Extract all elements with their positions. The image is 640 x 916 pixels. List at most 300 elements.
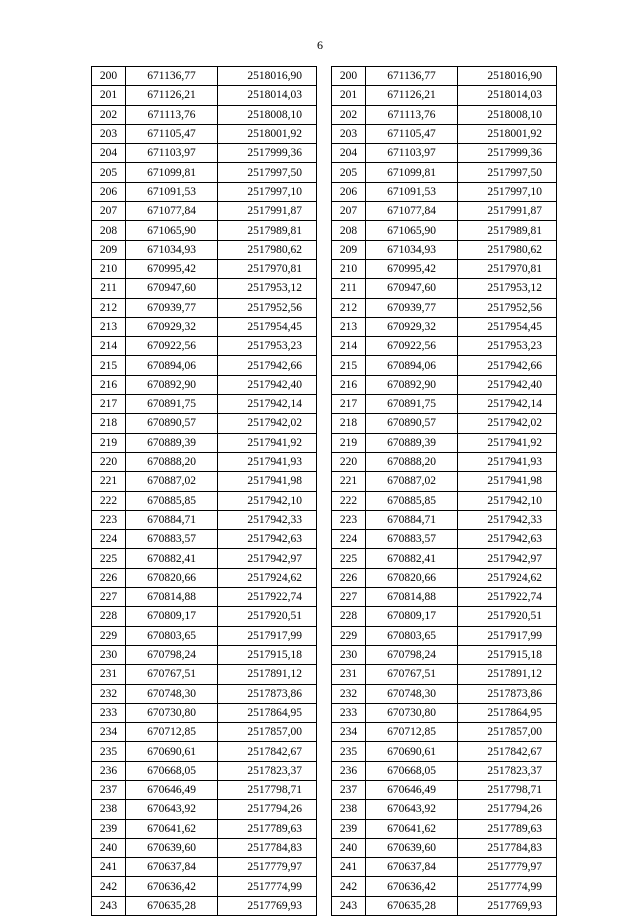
point-number-cell: 217 — [92, 395, 126, 414]
point-number-cell: 242 — [332, 877, 366, 896]
point-number-cell: 218 — [332, 414, 366, 433]
point-number-cell: 231 — [332, 665, 366, 684]
x-coordinate-cell: 671099,81 — [366, 163, 458, 182]
point-number-cell: 200 — [332, 67, 366, 86]
table-row — [92, 510, 317, 529]
table-row — [332, 703, 557, 722]
point-number-cell: 239 — [92, 819, 126, 838]
y-coordinate-cell: 2517794,26 — [458, 800, 557, 819]
table-row — [332, 337, 557, 356]
y-coordinate-cell: 2517941,92 — [458, 433, 557, 452]
point-number-cell: 232 — [92, 684, 126, 703]
x-coordinate-cell: 671077,84 — [126, 202, 218, 221]
table-row — [92, 607, 317, 626]
table-row — [332, 86, 557, 105]
table-row — [332, 182, 557, 201]
y-coordinate-cell: 2517942,02 — [218, 414, 317, 433]
x-coordinate-cell: 671105,47 — [126, 124, 218, 143]
table-row — [92, 665, 317, 684]
point-number-cell: 211 — [332, 279, 366, 298]
y-coordinate-cell: 2517942,97 — [218, 549, 317, 568]
y-coordinate-cell: 2517970,81 — [458, 259, 557, 278]
y-coordinate-cell: 2517941,93 — [458, 452, 557, 471]
x-coordinate-cell: 670668,05 — [366, 761, 458, 780]
y-coordinate-cell: 2517920,51 — [218, 607, 317, 626]
point-number-cell: 240 — [332, 838, 366, 857]
y-coordinate-cell: 2518016,90 — [458, 67, 557, 86]
point-number-cell: 238 — [92, 800, 126, 819]
point-number-cell: 231 — [92, 665, 126, 684]
point-number-cell: 226 — [332, 568, 366, 587]
x-coordinate-cell: 670995,42 — [126, 259, 218, 278]
x-coordinate-cell: 670641,62 — [366, 819, 458, 838]
point-number-cell: 222 — [92, 491, 126, 510]
y-coordinate-cell: 2517922,74 — [218, 588, 317, 607]
y-coordinate-cell: 2517941,98 — [218, 472, 317, 491]
x-coordinate-cell: 671065,90 — [126, 221, 218, 240]
x-coordinate-cell: 671091,53 — [366, 182, 458, 201]
y-coordinate-cell: 2517794,26 — [218, 800, 317, 819]
table-row — [92, 452, 317, 471]
table-row — [92, 877, 317, 896]
point-number-cell: 215 — [332, 356, 366, 375]
table-row — [332, 105, 557, 124]
table-row — [92, 105, 317, 124]
table-row — [332, 568, 557, 587]
point-number-cell: 213 — [332, 317, 366, 336]
y-coordinate-cell: 2517941,98 — [458, 472, 557, 491]
point-number-cell: 209 — [92, 240, 126, 259]
table-row — [332, 607, 557, 626]
point-number-cell: 203 — [332, 124, 366, 143]
table-row — [92, 86, 317, 105]
y-coordinate-cell: 2517942,63 — [458, 530, 557, 549]
y-coordinate-cell: 2518001,92 — [458, 124, 557, 143]
x-coordinate-cell: 670637,84 — [126, 858, 218, 877]
table-row — [332, 279, 557, 298]
x-coordinate-cell: 670894,06 — [366, 356, 458, 375]
table-row — [332, 665, 557, 684]
y-coordinate-cell: 2517873,86 — [458, 684, 557, 703]
table-row — [92, 800, 317, 819]
point-number-cell: 235 — [332, 742, 366, 761]
table-row — [332, 819, 557, 838]
point-number-cell: 221 — [332, 472, 366, 491]
x-coordinate-cell: 670939,77 — [366, 298, 458, 317]
x-coordinate-cell: 670995,42 — [366, 259, 458, 278]
y-coordinate-cell: 2517920,51 — [458, 607, 557, 626]
x-coordinate-cell: 671126,21 — [126, 86, 218, 105]
x-coordinate-cell: 670641,62 — [126, 819, 218, 838]
table-row — [92, 780, 317, 799]
x-coordinate-cell: 670636,42 — [126, 877, 218, 896]
x-coordinate-cell: 670885,85 — [366, 491, 458, 510]
x-coordinate-cell: 670889,39 — [126, 433, 218, 452]
table-row — [92, 298, 317, 317]
table-row — [332, 259, 557, 278]
y-coordinate-cell: 2517954,45 — [458, 317, 557, 336]
coordinates-table-left — [91, 66, 317, 916]
x-coordinate-cell: 670929,32 — [366, 317, 458, 336]
x-coordinate-cell: 670646,49 — [366, 780, 458, 799]
y-coordinate-cell: 2517842,67 — [458, 742, 557, 761]
table-row — [332, 452, 557, 471]
y-coordinate-cell: 2517942,66 — [458, 356, 557, 375]
point-number-cell: 233 — [332, 703, 366, 722]
y-coordinate-cell: 2517864,95 — [218, 703, 317, 722]
y-coordinate-cell: 2517769,93 — [218, 896, 317, 915]
table-row — [92, 588, 317, 607]
y-coordinate-cell: 2517789,63 — [458, 819, 557, 838]
x-coordinate-cell: 671103,97 — [366, 144, 458, 163]
x-coordinate-cell: 671103,97 — [126, 144, 218, 163]
point-number-cell: 238 — [332, 800, 366, 819]
table-row — [92, 182, 317, 201]
y-coordinate-cell: 2517864,95 — [458, 703, 557, 722]
y-coordinate-cell: 2517954,45 — [218, 317, 317, 336]
table-row — [92, 703, 317, 722]
table-row — [92, 723, 317, 742]
x-coordinate-cell: 671065,90 — [366, 221, 458, 240]
table-row — [92, 202, 317, 221]
point-number-cell: 210 — [92, 259, 126, 278]
table-row — [92, 356, 317, 375]
x-coordinate-cell: 670690,61 — [366, 742, 458, 761]
y-coordinate-cell: 2517917,99 — [218, 626, 317, 645]
point-number-cell: 225 — [332, 549, 366, 568]
table-row — [92, 163, 317, 182]
table-row — [332, 375, 557, 394]
table-row — [332, 780, 557, 799]
x-coordinate-cell: 670814,88 — [126, 588, 218, 607]
x-coordinate-cell: 670887,02 — [126, 472, 218, 491]
y-coordinate-cell: 2517915,18 — [218, 645, 317, 664]
point-number-cell: 203 — [92, 124, 126, 143]
point-number-cell: 206 — [332, 182, 366, 201]
point-number-cell: 230 — [92, 645, 126, 664]
x-coordinate-cell: 670639,60 — [126, 838, 218, 857]
point-number-cell: 216 — [332, 375, 366, 394]
x-coordinate-cell: 671099,81 — [126, 163, 218, 182]
y-coordinate-cell: 2517784,83 — [218, 838, 317, 857]
table-row — [92, 144, 317, 163]
y-coordinate-cell: 2517873,86 — [218, 684, 317, 703]
y-coordinate-cell: 2517857,00 — [218, 723, 317, 742]
x-coordinate-cell: 671105,47 — [366, 124, 458, 143]
x-coordinate-cell: 670882,41 — [366, 549, 458, 568]
point-number-cell: 215 — [92, 356, 126, 375]
point-number-cell: 239 — [332, 819, 366, 838]
x-coordinate-cell: 671126,21 — [366, 86, 458, 105]
point-number-cell: 204 — [92, 144, 126, 163]
x-coordinate-cell: 670712,85 — [366, 723, 458, 742]
point-number-cell: 205 — [92, 163, 126, 182]
point-number-cell: 224 — [332, 530, 366, 549]
point-number-cell: 220 — [92, 452, 126, 471]
point-number-cell: 237 — [92, 780, 126, 799]
point-number-cell: 221 — [92, 472, 126, 491]
table-row — [332, 645, 557, 664]
x-coordinate-cell: 670820,66 — [366, 568, 458, 587]
x-coordinate-cell: 670643,92 — [126, 800, 218, 819]
x-coordinate-cell: 670883,57 — [126, 530, 218, 549]
table-row — [332, 163, 557, 182]
table-row — [92, 838, 317, 857]
x-coordinate-cell: 670888,20 — [366, 452, 458, 471]
point-number-cell: 217 — [332, 395, 366, 414]
point-number-cell: 214 — [332, 337, 366, 356]
table-row — [332, 838, 557, 857]
table-row — [332, 742, 557, 761]
table-row — [332, 549, 557, 568]
point-number-cell: 228 — [332, 607, 366, 626]
table-row — [92, 67, 317, 86]
y-coordinate-cell: 2517891,12 — [458, 665, 557, 684]
x-coordinate-cell: 670947,60 — [126, 279, 218, 298]
point-number-cell: 233 — [92, 703, 126, 722]
point-number-cell: 211 — [92, 279, 126, 298]
table-row — [332, 723, 557, 742]
table-row — [92, 530, 317, 549]
table-row — [92, 472, 317, 491]
x-coordinate-cell: 670889,39 — [366, 433, 458, 452]
point-number-cell: 218 — [92, 414, 126, 433]
x-coordinate-cell: 670809,17 — [126, 607, 218, 626]
y-coordinate-cell: 2517915,18 — [458, 645, 557, 664]
x-coordinate-cell: 671091,53 — [126, 182, 218, 201]
x-coordinate-cell: 671113,76 — [126, 105, 218, 124]
x-coordinate-cell: 670820,66 — [126, 568, 218, 587]
y-coordinate-cell: 2517942,40 — [458, 375, 557, 394]
point-number-cell: 212 — [92, 298, 126, 317]
point-number-cell: 209 — [332, 240, 366, 259]
x-coordinate-cell: 670884,71 — [366, 510, 458, 529]
table-row — [92, 259, 317, 278]
y-coordinate-cell: 2517798,71 — [218, 780, 317, 799]
point-number-cell: 216 — [92, 375, 126, 394]
point-number-cell: 201 — [92, 86, 126, 105]
table-row — [332, 124, 557, 143]
x-coordinate-cell: 670646,49 — [126, 780, 218, 799]
point-number-cell: 242 — [92, 877, 126, 896]
y-coordinate-cell: 2517922,74 — [458, 588, 557, 607]
point-number-cell: 213 — [92, 317, 126, 336]
y-coordinate-cell: 2517942,33 — [218, 510, 317, 529]
x-coordinate-cell: 670929,32 — [126, 317, 218, 336]
point-number-cell: 223 — [332, 510, 366, 529]
point-number-cell: 236 — [332, 761, 366, 780]
y-coordinate-cell: 2517953,23 — [458, 337, 557, 356]
table-row — [332, 221, 557, 240]
y-coordinate-cell: 2517989,81 — [458, 221, 557, 240]
y-coordinate-cell: 2518016,90 — [218, 67, 317, 86]
y-coordinate-cell: 2518001,92 — [218, 124, 317, 143]
y-coordinate-cell: 2517942,40 — [218, 375, 317, 394]
x-coordinate-cell: 670712,85 — [126, 723, 218, 742]
y-coordinate-cell: 2517997,50 — [218, 163, 317, 182]
x-coordinate-cell: 670883,57 — [366, 530, 458, 549]
y-coordinate-cell: 2517774,99 — [458, 877, 557, 896]
point-number-cell: 229 — [92, 626, 126, 645]
table-row — [92, 742, 317, 761]
table-row — [332, 202, 557, 221]
point-number-cell: 232 — [332, 684, 366, 703]
x-coordinate-cell: 670636,42 — [366, 877, 458, 896]
x-coordinate-cell: 670947,60 — [366, 279, 458, 298]
point-number-cell: 208 — [332, 221, 366, 240]
y-coordinate-cell: 2517942,33 — [458, 510, 557, 529]
x-coordinate-cell: 670891,75 — [126, 395, 218, 414]
point-number-cell: 237 — [332, 780, 366, 799]
x-coordinate-cell: 670892,90 — [126, 375, 218, 394]
point-number-cell: 241 — [92, 858, 126, 877]
table-row — [332, 510, 557, 529]
point-number-cell: 219 — [92, 433, 126, 452]
x-coordinate-cell: 671034,93 — [126, 240, 218, 259]
y-coordinate-cell: 2518014,03 — [218, 86, 317, 105]
table-row — [332, 588, 557, 607]
table-row — [92, 375, 317, 394]
y-coordinate-cell: 2517997,10 — [458, 182, 557, 201]
y-coordinate-cell: 2517823,37 — [458, 761, 557, 780]
y-coordinate-cell: 2517823,37 — [218, 761, 317, 780]
y-coordinate-cell: 2517999,36 — [218, 144, 317, 163]
y-coordinate-cell: 2517941,93 — [218, 452, 317, 471]
table-row — [332, 395, 557, 414]
y-coordinate-cell: 2517942,14 — [218, 395, 317, 414]
x-coordinate-cell: 670887,02 — [366, 472, 458, 491]
x-coordinate-cell: 670922,56 — [126, 337, 218, 356]
table-row — [92, 568, 317, 587]
x-coordinate-cell: 670730,80 — [366, 703, 458, 722]
x-coordinate-cell: 671136,77 — [366, 67, 458, 86]
x-coordinate-cell: 670637,84 — [366, 858, 458, 877]
table-row — [92, 337, 317, 356]
point-number-cell: 227 — [92, 588, 126, 607]
x-coordinate-cell: 670668,05 — [126, 761, 218, 780]
x-coordinate-cell: 670922,56 — [366, 337, 458, 356]
y-coordinate-cell: 2517779,97 — [218, 858, 317, 877]
point-number-cell: 214 — [92, 337, 126, 356]
y-coordinate-cell: 2517952,56 — [458, 298, 557, 317]
y-coordinate-cell: 2517997,50 — [458, 163, 557, 182]
table-row — [332, 530, 557, 549]
x-coordinate-cell: 670888,20 — [126, 452, 218, 471]
point-number-cell: 207 — [332, 202, 366, 221]
page-number: 6 — [317, 38, 323, 52]
y-coordinate-cell: 2517942,10 — [218, 491, 317, 510]
table-row — [332, 414, 557, 433]
x-coordinate-cell: 671077,84 — [366, 202, 458, 221]
point-number-cell: 236 — [92, 761, 126, 780]
x-coordinate-cell: 671136,77 — [126, 67, 218, 86]
table-row — [332, 317, 557, 336]
x-coordinate-cell: 670730,80 — [126, 703, 218, 722]
table-row — [92, 684, 317, 703]
y-coordinate-cell: 2517941,92 — [218, 433, 317, 452]
table-row — [332, 144, 557, 163]
y-coordinate-cell: 2517999,36 — [458, 144, 557, 163]
point-number-cell: 240 — [92, 838, 126, 857]
table-row — [92, 626, 317, 645]
point-number-cell: 243 — [92, 896, 126, 915]
coordinates-table-right — [331, 66, 557, 916]
y-coordinate-cell: 2517942,14 — [458, 395, 557, 414]
x-coordinate-cell: 670884,71 — [126, 510, 218, 529]
x-coordinate-cell: 670635,28 — [126, 896, 218, 915]
point-number-cell: 201 — [332, 86, 366, 105]
point-number-cell: 206 — [92, 182, 126, 201]
x-coordinate-cell: 670748,30 — [126, 684, 218, 703]
point-number-cell: 207 — [92, 202, 126, 221]
y-coordinate-cell: 2517953,23 — [218, 337, 317, 356]
y-coordinate-cell: 2517942,02 — [458, 414, 557, 433]
table-row — [332, 472, 557, 491]
y-coordinate-cell: 2517917,99 — [458, 626, 557, 645]
y-coordinate-cell: 2517953,12 — [458, 279, 557, 298]
x-coordinate-cell: 670639,60 — [366, 838, 458, 857]
point-number-cell: 223 — [92, 510, 126, 529]
x-coordinate-cell: 670748,30 — [366, 684, 458, 703]
table-row — [92, 645, 317, 664]
x-coordinate-cell: 670814,88 — [366, 588, 458, 607]
x-coordinate-cell: 671113,76 — [366, 105, 458, 124]
table-row — [332, 800, 557, 819]
table-row — [92, 317, 317, 336]
table-row — [92, 491, 317, 510]
y-coordinate-cell: 2517924,62 — [218, 568, 317, 587]
x-coordinate-cell: 670798,24 — [126, 645, 218, 664]
x-coordinate-cell: 670882,41 — [126, 549, 218, 568]
point-number-cell: 230 — [332, 645, 366, 664]
y-coordinate-cell: 2517980,62 — [218, 240, 317, 259]
point-number-cell: 234 — [92, 723, 126, 742]
point-number-cell: 219 — [332, 433, 366, 452]
y-coordinate-cell: 2517779,97 — [458, 858, 557, 877]
point-number-cell: 212 — [332, 298, 366, 317]
table-row — [92, 414, 317, 433]
x-coordinate-cell: 670767,51 — [366, 665, 458, 684]
x-coordinate-cell: 670939,77 — [126, 298, 218, 317]
y-coordinate-cell: 2517942,63 — [218, 530, 317, 549]
table-row — [92, 761, 317, 780]
x-coordinate-cell: 670885,85 — [126, 491, 218, 510]
table-row — [92, 124, 317, 143]
table-row — [92, 395, 317, 414]
y-coordinate-cell: 2518008,10 — [218, 105, 317, 124]
x-coordinate-cell: 670890,57 — [366, 414, 458, 433]
point-number-cell: 222 — [332, 491, 366, 510]
y-coordinate-cell: 2517953,12 — [218, 279, 317, 298]
x-coordinate-cell: 670894,06 — [126, 356, 218, 375]
table-row — [332, 858, 557, 877]
point-number-cell: 229 — [332, 626, 366, 645]
point-number-cell: 205 — [332, 163, 366, 182]
y-coordinate-cell: 2517842,67 — [218, 742, 317, 761]
y-coordinate-cell: 2517774,99 — [218, 877, 317, 896]
y-coordinate-cell: 2517924,62 — [458, 568, 557, 587]
point-number-cell: 225 — [92, 549, 126, 568]
table-row — [92, 549, 317, 568]
y-coordinate-cell: 2517991,87 — [458, 202, 557, 221]
y-coordinate-cell: 2517989,81 — [218, 221, 317, 240]
y-coordinate-cell: 2517942,66 — [218, 356, 317, 375]
x-coordinate-cell: 670891,75 — [366, 395, 458, 414]
x-coordinate-cell: 670892,90 — [366, 375, 458, 394]
point-number-cell: 202 — [92, 105, 126, 124]
x-coordinate-cell: 670643,92 — [366, 800, 458, 819]
table-row — [332, 896, 557, 915]
